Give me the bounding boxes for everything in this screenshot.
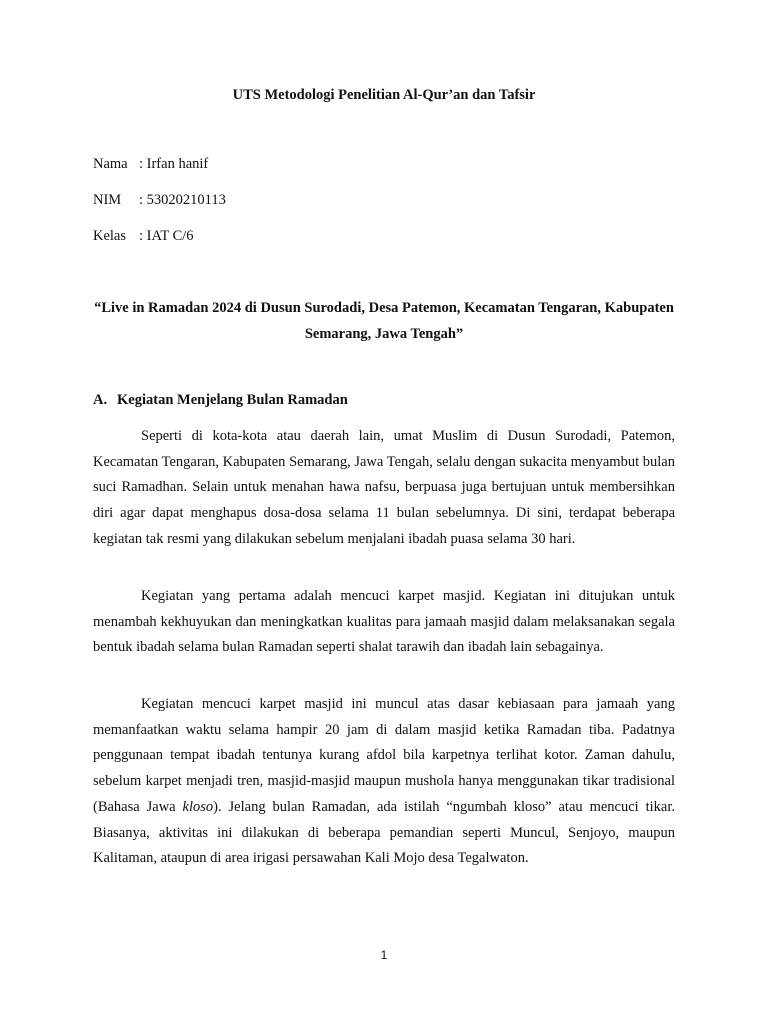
identity-row-name — [93, 156, 208, 173]
identity-label: NIM — [93, 192, 122, 208]
document-title: UTS Metodologi Penelitian Al-Qur’an dan Tafsir — [232, 87, 536, 103]
identity-label: Kelas — [93, 228, 127, 244]
paragraph-2: Kegiatan yang pertama adalah mencuci karpet masjid. Kegiatan ini ditujukan untuk menambah kekhuyukan dan meningkatkan kualitas para jamaah masjid dalam melaksanakan segala bentuk ibadah selama bulan Ramadan seperti shalat tarawih dan ibadah lain sebagainya. — [93, 588, 675, 656]
identity-label: Nama — [93, 156, 128, 172]
identity-row-kelas — [93, 228, 194, 245]
paragraph-3-text: Kegiatan mencuci karpet masjid ini muncul atas dasar kebiasaan para jamaah yang memanfaatkan waktu selama hampir 20 jam di dalam masjid ketika Ramadan tiba. Padatnya penggunaan tempat ibadah tentunya kurang afdol bila karpetnya terlihat kotor. Zaman dahulu, sebelum karpet menjadi tren, masjid-masjid maupun mushola hanya menggunakan tikar tradisional (Bahasa Jawa — [93, 696, 675, 815]
identity-value: : IAT C/6 — [139, 228, 194, 244]
section-title: Kegiatan Menjelang Bulan Ramadan — [117, 392, 348, 408]
identity-row-nim — [93, 192, 226, 209]
page-number: 1 — [380, 948, 388, 962]
paragraph-1: Seperti di kota-kota atau daerah lain, umat Muslim di Dusun Surodadi, Patemon, Kecamatan Tengaran, Kabupaten Semarang, Jawa Tengah, selalu dengan sukacita menyambut bulan suci Ramadhan. Selain untuk menahan hawa nafsu, berpuasa juga bertujuan untuk membersihkan diri agar dapat menghapus dosa-dosa selama 11 bulan sebelumnya. Di sini, terdapat beberapa kegiatan tak resmi yang dilakukan sebelum menjalani ibadah puasa selama 30 hari. — [93, 428, 675, 547]
paragraph-3-italic-term: kloso — [182, 798, 214, 815]
section-heading — [93, 392, 348, 409]
identity-value: : Irfan hanif — [139, 156, 209, 172]
paragraph-3-text-cont: ). Jelang bulan Ramadan, ada istilah “ngumbah kloso” atau mencuci tikar. Biasanya, aktivitas ini dilakukan di beberapa pemandian seperti Muncul, Senjoyo, maupun Kalitaman, ataupun di area irigasi persawahan Kali Mojo desa Tegalwaton. — [93, 798, 676, 867]
section-number: A. — [93, 392, 108, 408]
identity-value: : 53020210113 — [139, 192, 226, 208]
essay-headline: “Live in Ramadan 2024 di Dusun Surodadi, Desa Patemon, Kecamatan Tengaran, Kabupaten Semarang, Jawa Tengah” — [94, 300, 674, 342]
paragraph-3 — [93, 692, 675, 872]
